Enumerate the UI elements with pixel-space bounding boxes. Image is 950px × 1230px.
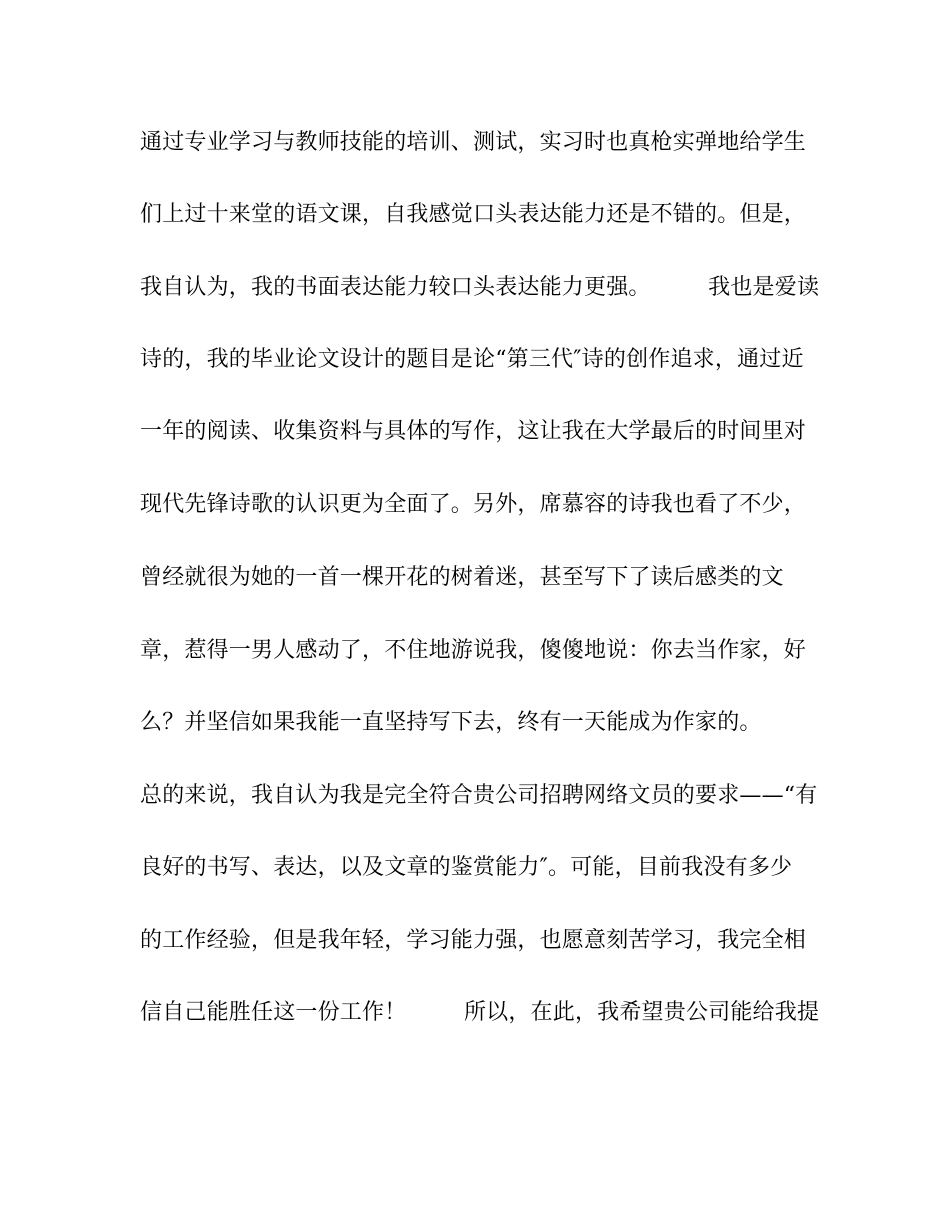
text-line-5: 一年的阅读、收集资料与具体的写作，这让我在大学最后的时间里对 xyxy=(140,419,807,444)
text-line-10: 总的来说，我自认为我是完全符合贵公司招聘网络文员的要求——“有 xyxy=(140,783,818,808)
text-line-13: 信自己能胜任这一份工作！ 所以，在此，我希望贵公司能给我提 xyxy=(140,1000,820,1025)
text-line-4: 诗的，我的毕业论文设计的题目是论“第三代″诗的创作追求，通过近 xyxy=(140,347,804,372)
text-line-9: 么？并坚信如果我能一直坚持写下去，终有一天能成为作家的。 xyxy=(140,710,762,735)
text-line-7: 曾经就很为她的一首一棵开花的树着迷，甚至写下了读后感类的文 xyxy=(140,565,784,590)
text-line-12: 的工作经验，但是我年轻，学习能力强，也愿意刻苦学习，我完全相 xyxy=(140,928,807,953)
text-line-1: 通过专业学习与教师技能的培训、测试，实习时也真枪实弹地给学生 xyxy=(140,130,807,155)
text-line-3: 我自认为，我的书面表达能力较口头表达能力更强。 我也是爱读 xyxy=(140,275,820,300)
text-line-6: 现代先锋诗歌的认识更为全面了。另外，席慕容的诗我也看了不少， xyxy=(140,492,807,517)
text-line-8: 章，惹得一男人感动了，不住地游说我，傻傻地说：你去当作家，好 xyxy=(140,638,807,663)
text-line-11: 良好的书写、表达，以及文章的鉴赏能力″。可能，目前我没有多少 xyxy=(140,855,793,880)
text-line-2: 们上过十来堂的语文课，自我感觉口头表达能力还是不错的。但是， xyxy=(140,202,807,227)
